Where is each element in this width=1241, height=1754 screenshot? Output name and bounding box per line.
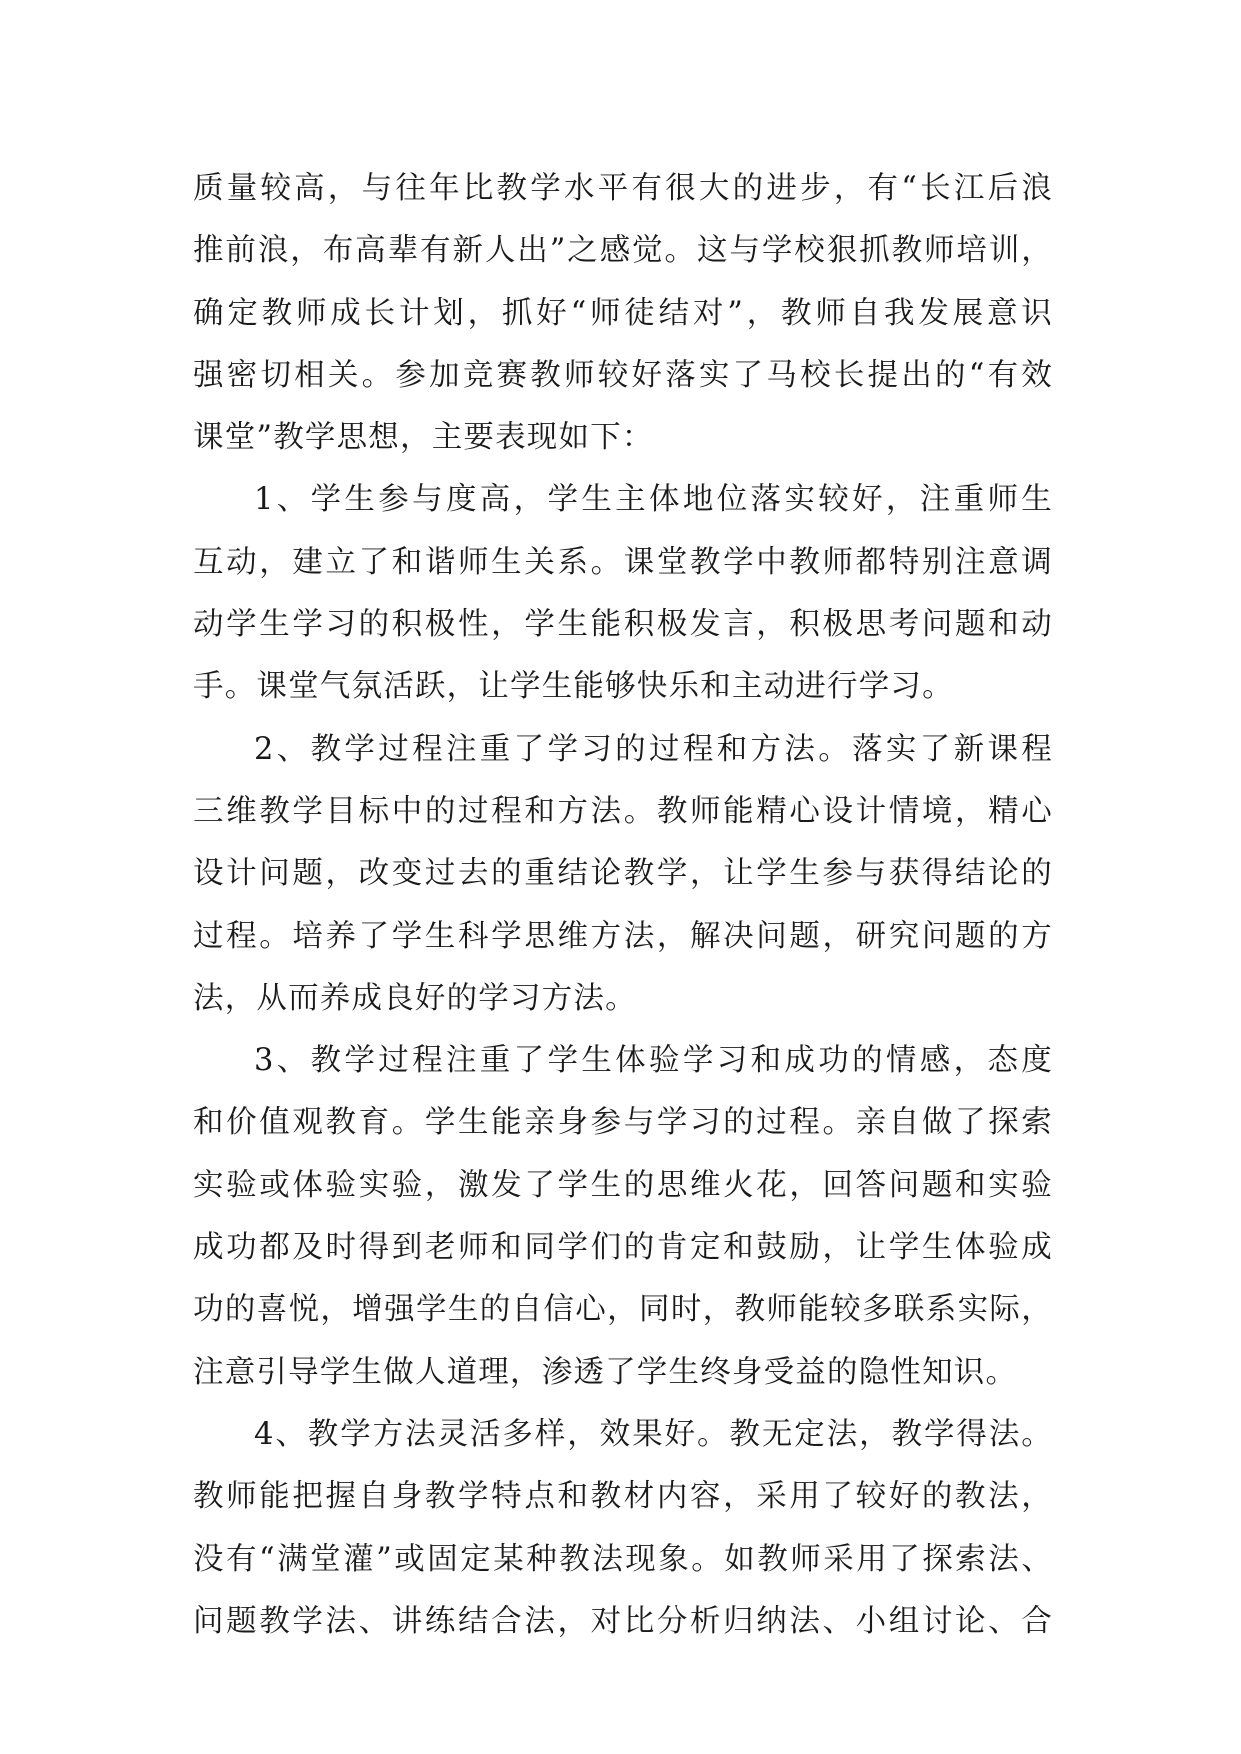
- text-line: 设计问题，改变过去的重结论教学，让学生参与获得结论的: [193, 856, 1053, 892]
- text-line: 没有“满堂灌”或固定某种教法现象。如教师采用了探索法、: [193, 1541, 1053, 1577]
- paragraph-2-first-line: 2、教学过程注重了学习的过程和方法。落实了新课程: [254, 731, 1053, 767]
- text-line: 质量较高，与往年比教学水平有很大的进步，有“长江后浪: [193, 171, 1053, 206]
- text-line: 三维教学目标中的过程和方法。教师能精心设计情境，精心: [193, 793, 1053, 829]
- text-line: 过程。培养了学生科学思维方法，解决问题，研究问题的方: [193, 918, 1053, 954]
- text-line: 动学生学习的积极性，学生能积极发言，积极思考问题和动: [193, 607, 1053, 643]
- text-line: 课堂”教学思想，主要表现如下：: [193, 420, 654, 456]
- text-line: 推前浪，布高辈有新人出”之感觉。这与学校狠抓教师培训，: [193, 233, 1053, 269]
- text-line: 教师能把握自身教学特点和教材内容，采用了较好的教法，: [193, 1479, 1053, 1515]
- paragraph-4-first-line: 4、教学方法灵活多样，效果好。教无定法，教学得法。: [254, 1416, 1053, 1452]
- text-line: 确定教师成长计划，抓好“师徒结对”，教师自我发展意识: [193, 295, 1053, 331]
- text-line: 和价值观教育。学生能亲身参与学习的过程。亲自做了探索: [193, 1105, 1053, 1141]
- text-line: 强密切相关。参加竞赛教师较好落实了马校长提出的“有效: [193, 357, 1053, 393]
- text-line: 注意引导学生做人道理，渗透了学生终身受益的隐性知识。: [193, 1354, 1018, 1390]
- text-line: 问题教学法、讲练结合法，对比分析归纳法、小组讨论、合: [193, 1603, 1053, 1639]
- paragraph-3-first-line: 3、教学过程注重了学生体验学习和成功的情感，态度: [254, 1043, 1053, 1079]
- paragraph-1-first-line: 1、学生参与度高，学生主体地位落实较好，注重师生: [254, 482, 1053, 518]
- text-line: 手。课堂气氛活跃，让学生能够快乐和主动进行学习。: [193, 669, 954, 705]
- text-line: 实验或体验实验，激发了学生的思维火花，回答问题和实验: [193, 1167, 1053, 1203]
- document-body: [193, 158, 1053, 1653]
- text-line: 成功都及时得到老师和同学们的肯定和鼓励，让学生体验成: [193, 1230, 1053, 1266]
- text-line: 互动，建立了和谐师生关系。课堂教学中教师都特别注意调: [193, 544, 1053, 580]
- text-line: 法，从而养成良好的学习方法。: [193, 980, 637, 1016]
- text-line: 功的喜悦，增强学生的自信心，同时，教师能较多联系实际，: [193, 1292, 1053, 1328]
